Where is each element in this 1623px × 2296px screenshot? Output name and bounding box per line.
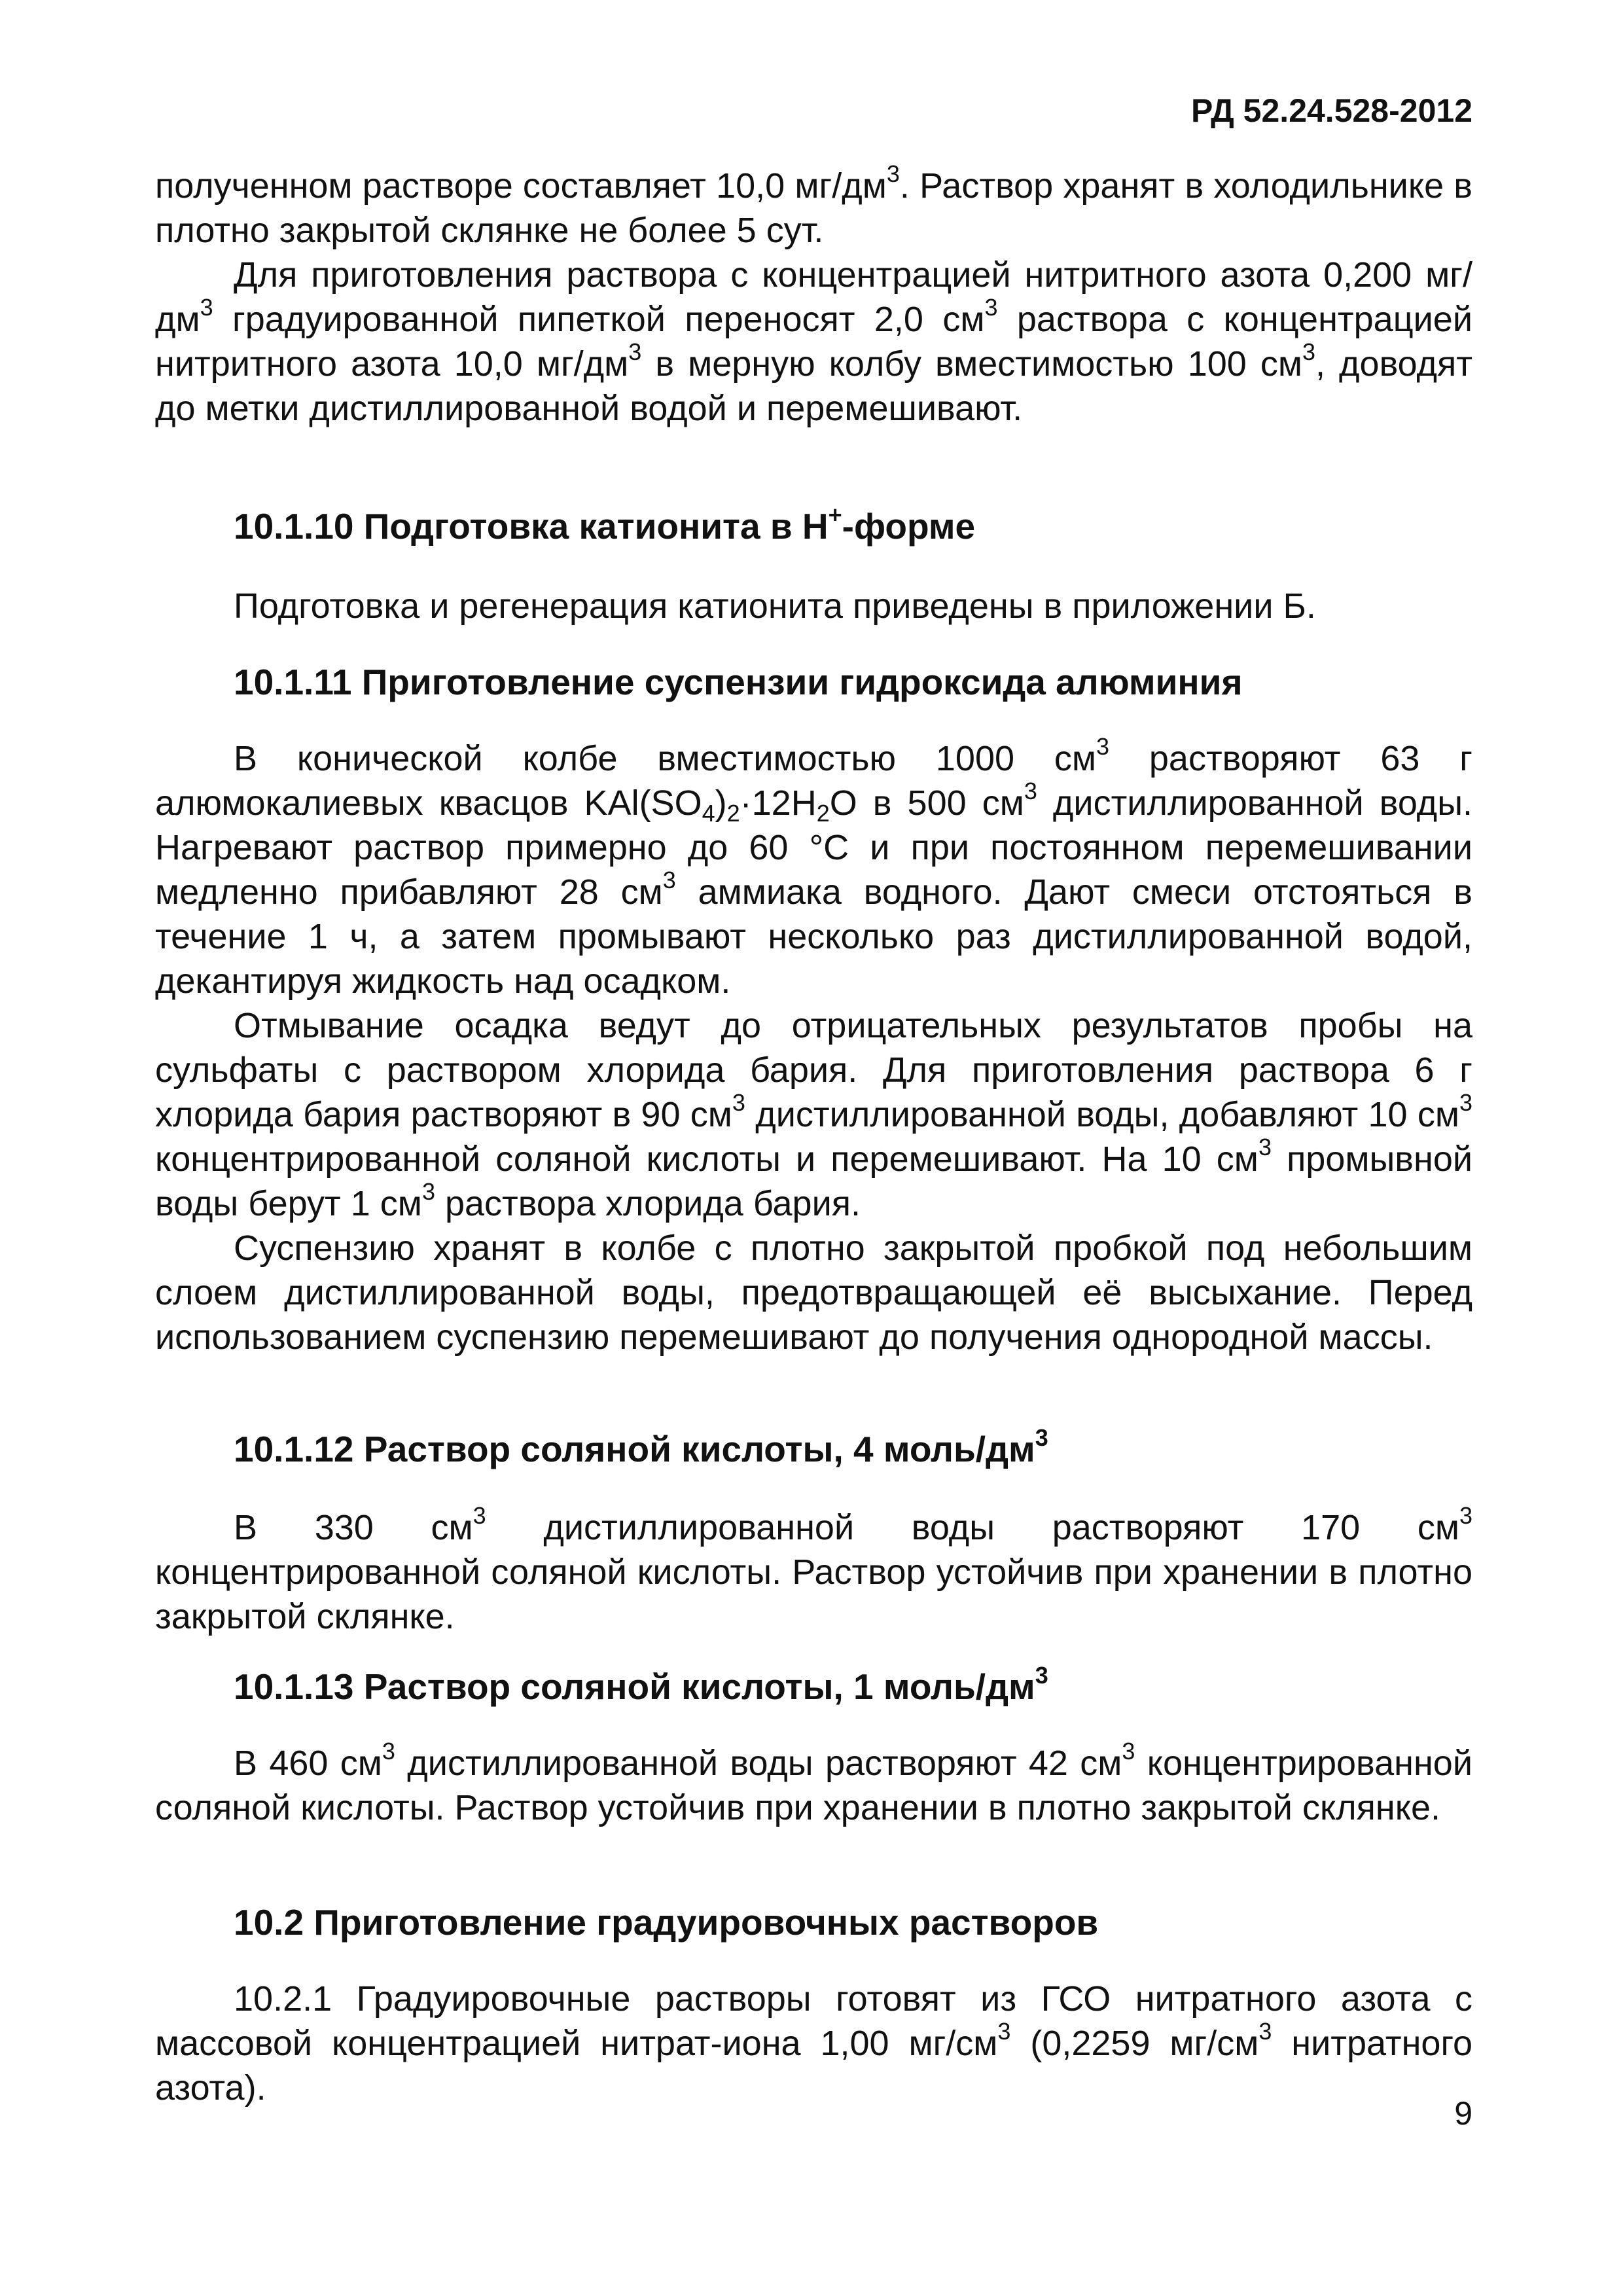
section-10-1-11 bbox=[155, 660, 1472, 704]
section-10-2-body bbox=[155, 1977, 1472, 2110]
paragraph-hcl-4m: В 330 $см^3$ дистиллированной воды растворяют 170 $см^3$ концентрированной соляной кислоты. Раствор устойчив при хранении в плотно закрытой склянке. bbox=[155, 1502, 1472, 1636]
document-code: РД 52.24.528-2012 bbox=[1190, 92, 1472, 129]
section-heading: 10.2 Приготовление градуировочных растворов bbox=[234, 1902, 1099, 1943]
section-10-1-11-body bbox=[155, 733, 1473, 1359]
paragraph-storage: полученном растворе составляет 10,0 $мг/дм^3$. Раствор хранят в холодильнике в плотно закрытой склянке не более 5 сут. bbox=[155, 160, 1472, 250]
section-heading: 10.1.13 Раствор соляной кислоты, 1 моль/$дм^3$ bbox=[234, 1662, 1048, 1707]
paragraph-hcl-1m: В 460 $см^3$ дистиллированной воды растворяют 42 $см^3$ концентрированной соляной кислоты. Раствор устойчив при хранении в плотно закрытой склянке. bbox=[155, 1738, 1472, 1827]
paragraph-cation-exchanger: Подготовка и регенерация катионита приведены в приложении Б. bbox=[234, 586, 1316, 626]
paragraph-calibration-solutions: 10.2.1 Градуировочные растворы готовят из ГСО нитратного азота с массовой концентрацией нитрат-иона 1,00 $мг/см^3$ (0,2259 $мг/см^3$ нитратного азота). bbox=[155, 1979, 1472, 2108]
paragraph-nitrite-dilution: Для приготовления раствора с концентрацией нитритного азота 0,200 $мг/дм^3$ градуированной пипеткой переносят 2,0 $см^3$ раствора с концентрацией нитритного азота 10,0 $мг/дм^3$ в мерную колбу вместимостью 100 $см^3$, доводят до метки дистиллированной водой и перемешивают. bbox=[155, 255, 1472, 428]
intro-block bbox=[155, 160, 1472, 431]
section-heading: 10.1.10 Подготовка катионита в Н+-форме bbox=[234, 501, 976, 547]
section-10-1-10-body bbox=[155, 584, 1472, 628]
page-number: 9 bbox=[1454, 2095, 1472, 2132]
section-heading: 10.1.12 Раствор соляной кислоты, 4 моль/$дм^3$ bbox=[234, 1424, 1048, 1469]
section-10-1-12-body bbox=[155, 1502, 1472, 1639]
section-heading: 10.1.11 Приготовление суспензии гидроксида алюминия bbox=[234, 662, 1243, 702]
section-10-2 bbox=[155, 1900, 1472, 1945]
section-10-1-13 bbox=[155, 1664, 1472, 1709]
paragraph-alum-suspension: В конической колбе вместимостью 1000 $см^3$ растворяют 63 г алюмокалиевых квасцов $KAl(SO_4)_2\cdot 12H_2O$ в 500 $см^3$ дистиллированной воды. Нагревают раствор примерно до 60 °С и при постоянном перемешивании медленно прибавляют 28 $см^3$ аммиака водного. Дают смеси отстояться в течение 1 ч, а затем промывают несколько раз дистиллированной водой, декантируя жидкость над осадком. bbox=[155, 733, 1473, 1001]
paragraph-washing-sediment: Отмывание осадка ведут до отрицательных результатов пробы на сульфаты с раствором хлорида бария. Для приготовления раствора 6 г хлорида бария растворяют в 90 $см^3$ дистиллированной воды, добавляют 10 $см^3$ концентрированной соляной кислоты и перемешивают. На 10 $см^3$ промывной воды берут 1 $см^3$ раствора хлорида бария. bbox=[155, 1006, 1473, 1223]
section-10-1-10 bbox=[155, 501, 1472, 548]
section-10-1-13-body bbox=[155, 1738, 1472, 1830]
section-10-1-12 bbox=[155, 1424, 1472, 1471]
paragraph-suspension-storage: Суспензию хранят в колбе с плотно закрытой пробкой под небольшим слоем дистиллированной воды, предотвращающей её высыхание. Перед использованием суспензию перемешивают до получения однородной массы. bbox=[155, 1229, 1472, 1357]
